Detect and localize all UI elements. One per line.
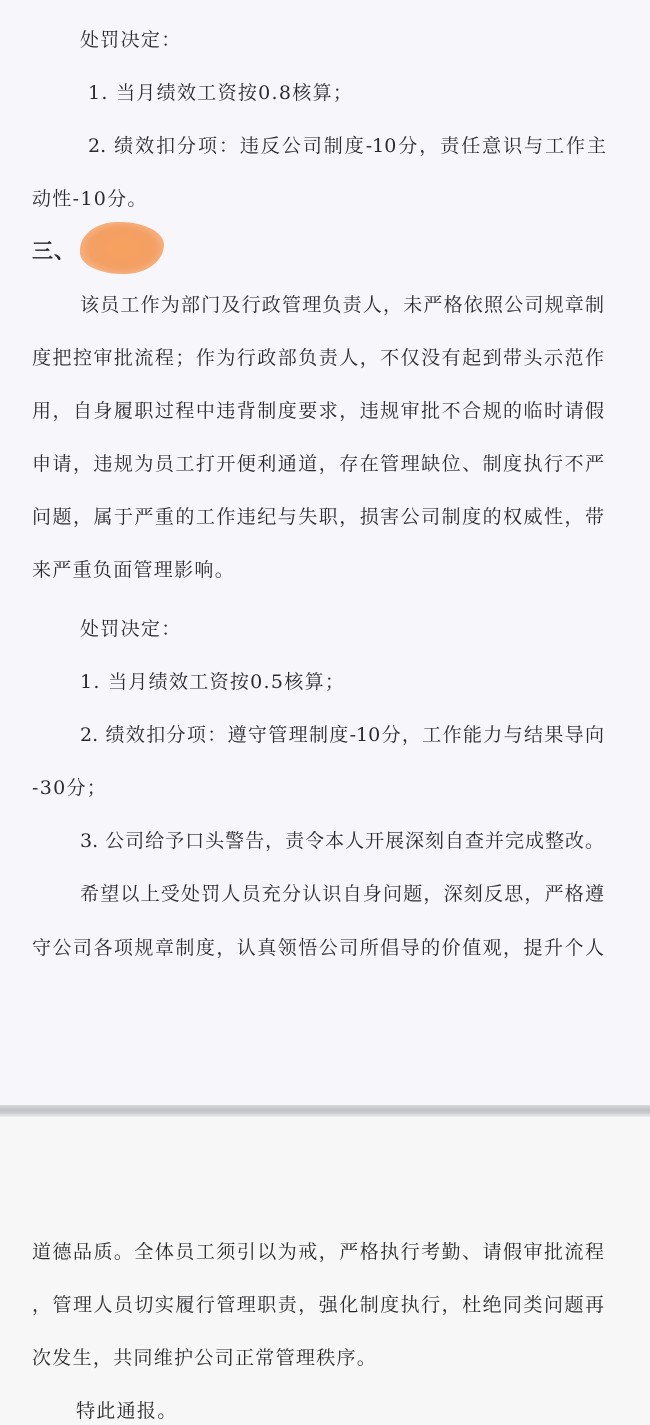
closing-paragraph-line: 希望以上受处罚人员充分认识自身问题，深刻反思，严格遵 [80, 883, 604, 905]
penalty-decision-label: 处罚决定： [80, 29, 182, 51]
penalty-item-3: 3. 公司给予口头警告，责令本人开展深刻自查并完成整改。 [80, 830, 604, 852]
document-page-2 [0, 1117, 650, 1425]
penalty-item-2-line-1: 2. 绩效扣分项：遵守管理制度-10分，工作能力与结果导向 [80, 724, 604, 746]
penalty-item-1: 1. 当月绩效工资按0.5核算； [80, 671, 346, 693]
redaction-mark [80, 222, 164, 274]
penalty-decision-label: 处罚决定： [80, 618, 182, 640]
penalty-item-1: 1. 当月绩效工资按0.8核算； [88, 82, 354, 104]
section3-paragraph-line: 来严重负面管理影响。 [32, 559, 236, 581]
closing-paragraph-line: 守公司各项规章制度，认真领悟公司所倡导的价值观，提升个人 [32, 937, 604, 959]
notice-closing: 特此通报。 [76, 1400, 178, 1422]
section3-paragraph-line: 该员工作为部门及行政管理负责人，未严格依照公司规章制 [80, 294, 604, 316]
section3-paragraph-line: 问题，属于严重的工作违纪与失职，损害公司制度的权威性，带 [32, 506, 604, 528]
section3-paragraph-line: 度把控审批流程；作为行政部负责人，不仅没有起到带头示范作 [32, 347, 604, 369]
penalty-item-2-line-2: 动性-10分。 [32, 188, 148, 210]
section-three-heading: 三、 [32, 238, 76, 263]
closing-paragraph-continued-line: 次发生，共同维护公司正常管理秩序。 [32, 1347, 378, 1369]
section3-paragraph-line: 用，自身履职过程中违背制度要求，违规审批不合规的临时请假 [32, 400, 604, 422]
closing-paragraph-continued-line: ，管理人员切实履行管理职责，强化制度执行，杜绝同类问题再 [32, 1294, 604, 1316]
closing-paragraph-continued-line: 道德品质。全体员工须引以为戒，严格执行考勤、请假审批流程 [32, 1241, 604, 1263]
page-break [0, 1105, 650, 1117]
section3-paragraph-line: 申请，违规为员工打开便利通道，存在管理缺位、制度执行不严 [32, 453, 604, 475]
penalty-item-2-line-2: -30分； [32, 777, 108, 799]
penalty-item-2-line-1: 2. 绩效扣分项：违反公司制度-10分，责任意识与工作主 [88, 135, 606, 157]
